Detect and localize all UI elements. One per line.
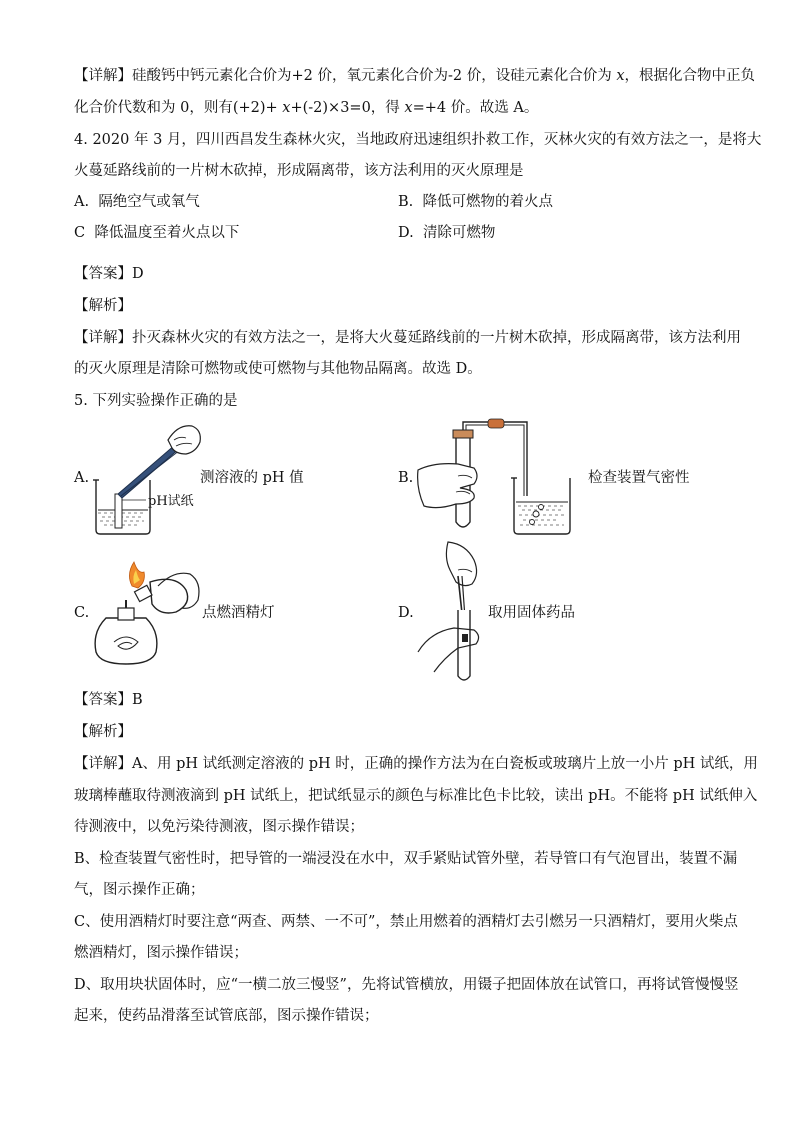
q5-option-a-key: A. (74, 470, 90, 486)
q5-detail-line: 待测液中，以免污染待测液，图示操作错误； (74, 819, 364, 835)
q4-stem-line1: 4. 2020 年 3 月，四川西昌发生森林火灾，当地政府迅速组织扑救工作，灭林火灾的有效方法之一，是将大 (74, 132, 762, 148)
q5-option-c-key: C. (74, 605, 90, 621)
alcohol-lamp-figure (88, 560, 203, 668)
q5-detail-line: 气，图示操作正确； (74, 882, 205, 898)
q5-option-d-caption: 取用固体药品 (488, 605, 575, 621)
q5-analysis-heading: 【解析】 (74, 724, 132, 740)
q5-detail-line: 起来，使药品滑落至试管底部，图示操作错误； (74, 1008, 379, 1024)
ph-paper-label: pH试纸 (148, 494, 194, 509)
q4-option-c: C 降低温度至着火点以下 (74, 225, 240, 241)
q3-detail-line1: 【详解】硅酸钙中钙元素化合价为+2 价，氧元素化合价为-2 价，设硅元素化合价为 x，根据化合物中正负 (74, 68, 756, 84)
q5-detail-line: C、使用酒精灯时要注意“两查、两禁、一不可”，禁止用燃着的酒精灯去引燃另一只酒精灯，要用火柴点 (74, 914, 738, 930)
q4-option-b: B. 降低可燃物的着火点 (398, 194, 553, 210)
q5-answer: 【答案】B (74, 692, 143, 708)
q5-option-a-caption: 测溶液的 pH 值 (200, 470, 304, 486)
q5-detail-line: 燃酒精灯，图示操作错误； (74, 945, 248, 961)
q3-detail-tag: 【详解】 (74, 68, 132, 84)
q5-detail-line: 玻璃棒蘸取待测液滴到 pH 试纸上，把试纸显示的颜色与标准比色卡比较，读出 pH。不能将 pH 试纸伸入 (74, 788, 758, 804)
airtightness-check-figure (416, 418, 586, 536)
ph-test-figure (88, 418, 203, 536)
q5-detail-line: 【详解】A、用 pH 试纸测定溶液的 pH 时，正确的操作方法为在白瓷板或玻璃片上放一小片 pH 试纸，用 (74, 756, 758, 772)
q5-detail-line: B、检查装置气密性时，把导管的一端浸没在水中，双手紧贴试管外壁，若导管口有气泡冒出，装置不漏 (74, 851, 738, 867)
q4-option-d: D. 清除可燃物 (398, 225, 496, 241)
q4-stem-line2: 火蔓延路线前的一片树木砍掉，形成隔离带，该方法利用的灭火原理是 (74, 163, 524, 179)
q4-answer: 【答案】D (74, 266, 144, 282)
q4-option-a: A. 隔绝空气或氧气 (74, 194, 200, 210)
q5-option-c-caption: 点燃酒精灯 (202, 605, 275, 621)
q4-analysis-heading: 【解析】 (74, 298, 132, 314)
q5-stem: 5. 下列实验操作正确的是 (74, 393, 238, 409)
q4-detail-line1: 【详解】扑灭森林火灾的有效方法之一，是将大火蔓延路线前的一片树木砍掉，形成隔离带，该方法利用 (74, 330, 741, 346)
q5-detail-line: D、取用块状固体时，应“一横二放三慢竖”，先将试管横放，用镊子把固体放在试管口，再将试管慢慢竖 (74, 977, 739, 993)
q5-option-b-key: B. (398, 470, 414, 486)
q5-option-b-caption: 检查装置气密性 (588, 470, 690, 486)
q4-detail-line2: 的灭火原理是清除可燃物或使可燃物与其他物品隔离。故选 D。 (74, 361, 482, 377)
q3-detail-line2: 化合价代数和为 0，则有(+2)+ x+(-2)×3=0，得 x=+4 价。故选 A。 (74, 100, 539, 116)
solid-reagent-figure (414, 540, 490, 684)
q5-option-d-key: D. (398, 605, 414, 621)
